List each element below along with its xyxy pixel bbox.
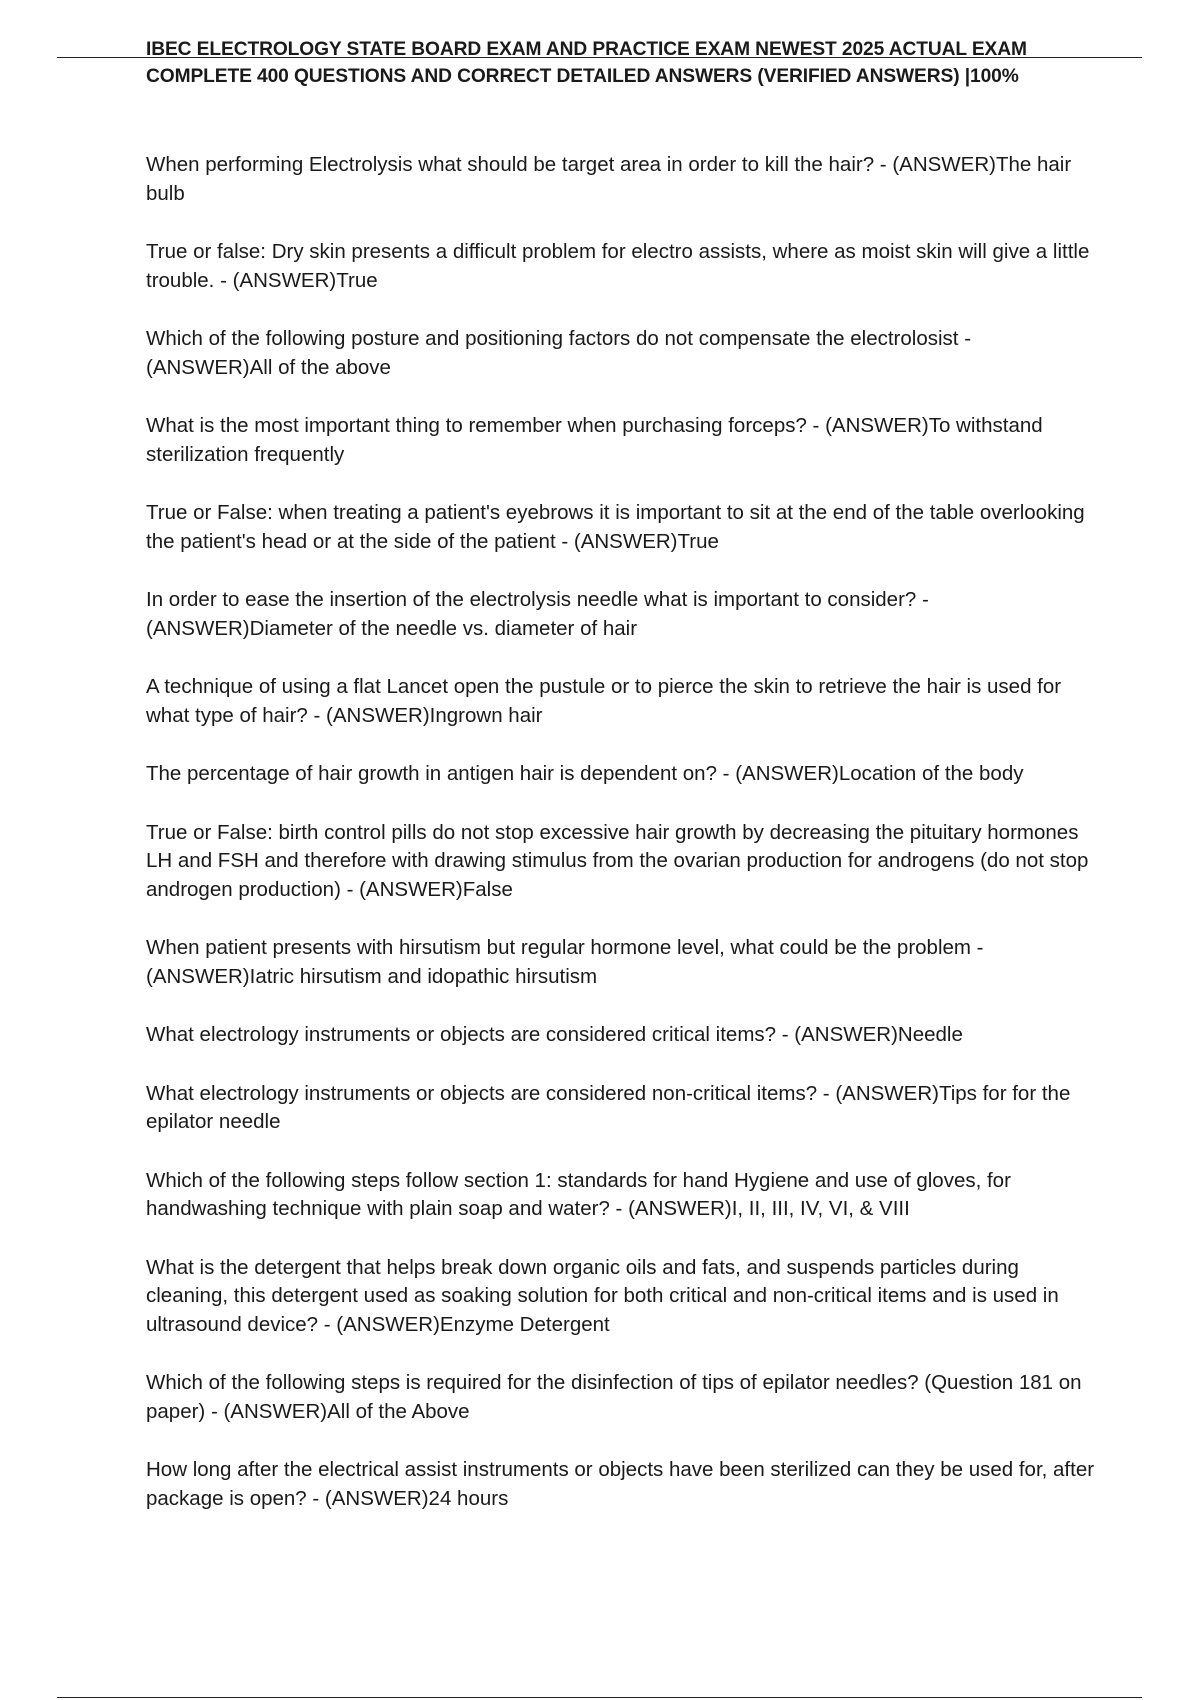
question-answer-item: True or False: birth control pills do not stop excessive hair growth by decreasing the pituitary hormones LH and FSH and therefore with drawing stimulus from the ovarian production for androgens (do not stop androgen production) - (ANSWER)False xyxy=(146,820,1089,901)
question-answer-item: What electrology instruments or objects are considered critical items? - (ANSWER)Needle xyxy=(146,1023,963,1046)
question-answer-item: True or false: Dry skin presents a difficult problem for electro assists, where as moist skin will give a little trouble. - (ANSWER)True xyxy=(146,240,1090,292)
question-answer-item: Which of the following posture and positioning factors do not compensate the electrolosist - (ANSWER)All of the above xyxy=(146,327,972,379)
question-answer-item: The percentage of hair growth in antigen hair is dependent on? - (ANSWER)Location of the body xyxy=(146,762,1024,785)
question-answer-item: When patient presents with hirsutism but regular hormone level, what could be the problem - (ANSWER)Iatric hirsutism and idopathic hirsutism xyxy=(146,936,984,988)
question-answer-item: True or False: when treating a patient's eyebrows it is important to sit at the end of the table overlooking the patient's head or at the side of the patient - (ANSWER)True xyxy=(146,501,1085,553)
question-answer-item: How long after the electrical assist instruments or objects have been sterilized can they be used for, after package is open? - (ANSWER)24 hours xyxy=(146,1458,1095,1510)
question-answer-item: When performing Electrolysis what should be target area in order to kill the hair? - (ANSWER)The hair bulb xyxy=(146,153,1072,205)
header-title-line-1: IBEC ELECTROLOGY STATE BOARD EXAM AND PRACTICE EXAM NEWEST 2025 ACTUAL EXAM xyxy=(146,39,1027,60)
header-divider xyxy=(57,57,1142,58)
footer-divider xyxy=(57,1697,1142,1698)
question-answer-item: A technique of using a flat Lancet open the pustule or to pierce the skin to retrieve the hair is used for what type of hair? - (ANSWER)Ingrown hair xyxy=(146,675,1062,727)
question-answer-item: What is the most important thing to remember when purchasing forceps? - (ANSWER)To withstand sterilization frequently xyxy=(146,414,1043,466)
question-answer-item: What is the detergent that helps break down organic oils and fats, and suspends particles during cleaning, this detergent used as soaking solution for both critical and non-critical items and is used in ultrasound device? - (ANSWER)Enzyme Detergent xyxy=(146,1255,1059,1336)
question-answer-item: What electrology instruments or objects are considered non-critical items? - (ANSWER)Tips for for the epilator needle xyxy=(146,1081,1071,1133)
question-answer-list xyxy=(146,151,1096,1543)
document-header xyxy=(146,36,1106,90)
question-answer-item: Which of the following steps is required for the disinfection of tips of epilator needles? (Question 181 on paper) - (ANSWER)All of the Above xyxy=(146,1371,1082,1423)
header-title-line-2: COMPLETE 400 QUESTIONS AND CORRECT DETAILED ANSWERS (VERIFIED ANSWERS) |100% xyxy=(146,66,1019,87)
question-answer-item: Which of the following steps follow section 1: standards for hand Hygiene and use of gloves, for handwashing technique with plain soap and water? - (ANSWER)I, II, III, IV, VI, & VIII xyxy=(146,1168,1011,1220)
question-answer-item: In order to ease the insertion of the electrolysis needle what is important to consider? - (ANSWER)Diameter of the needle vs. diameter of hair xyxy=(146,588,929,640)
